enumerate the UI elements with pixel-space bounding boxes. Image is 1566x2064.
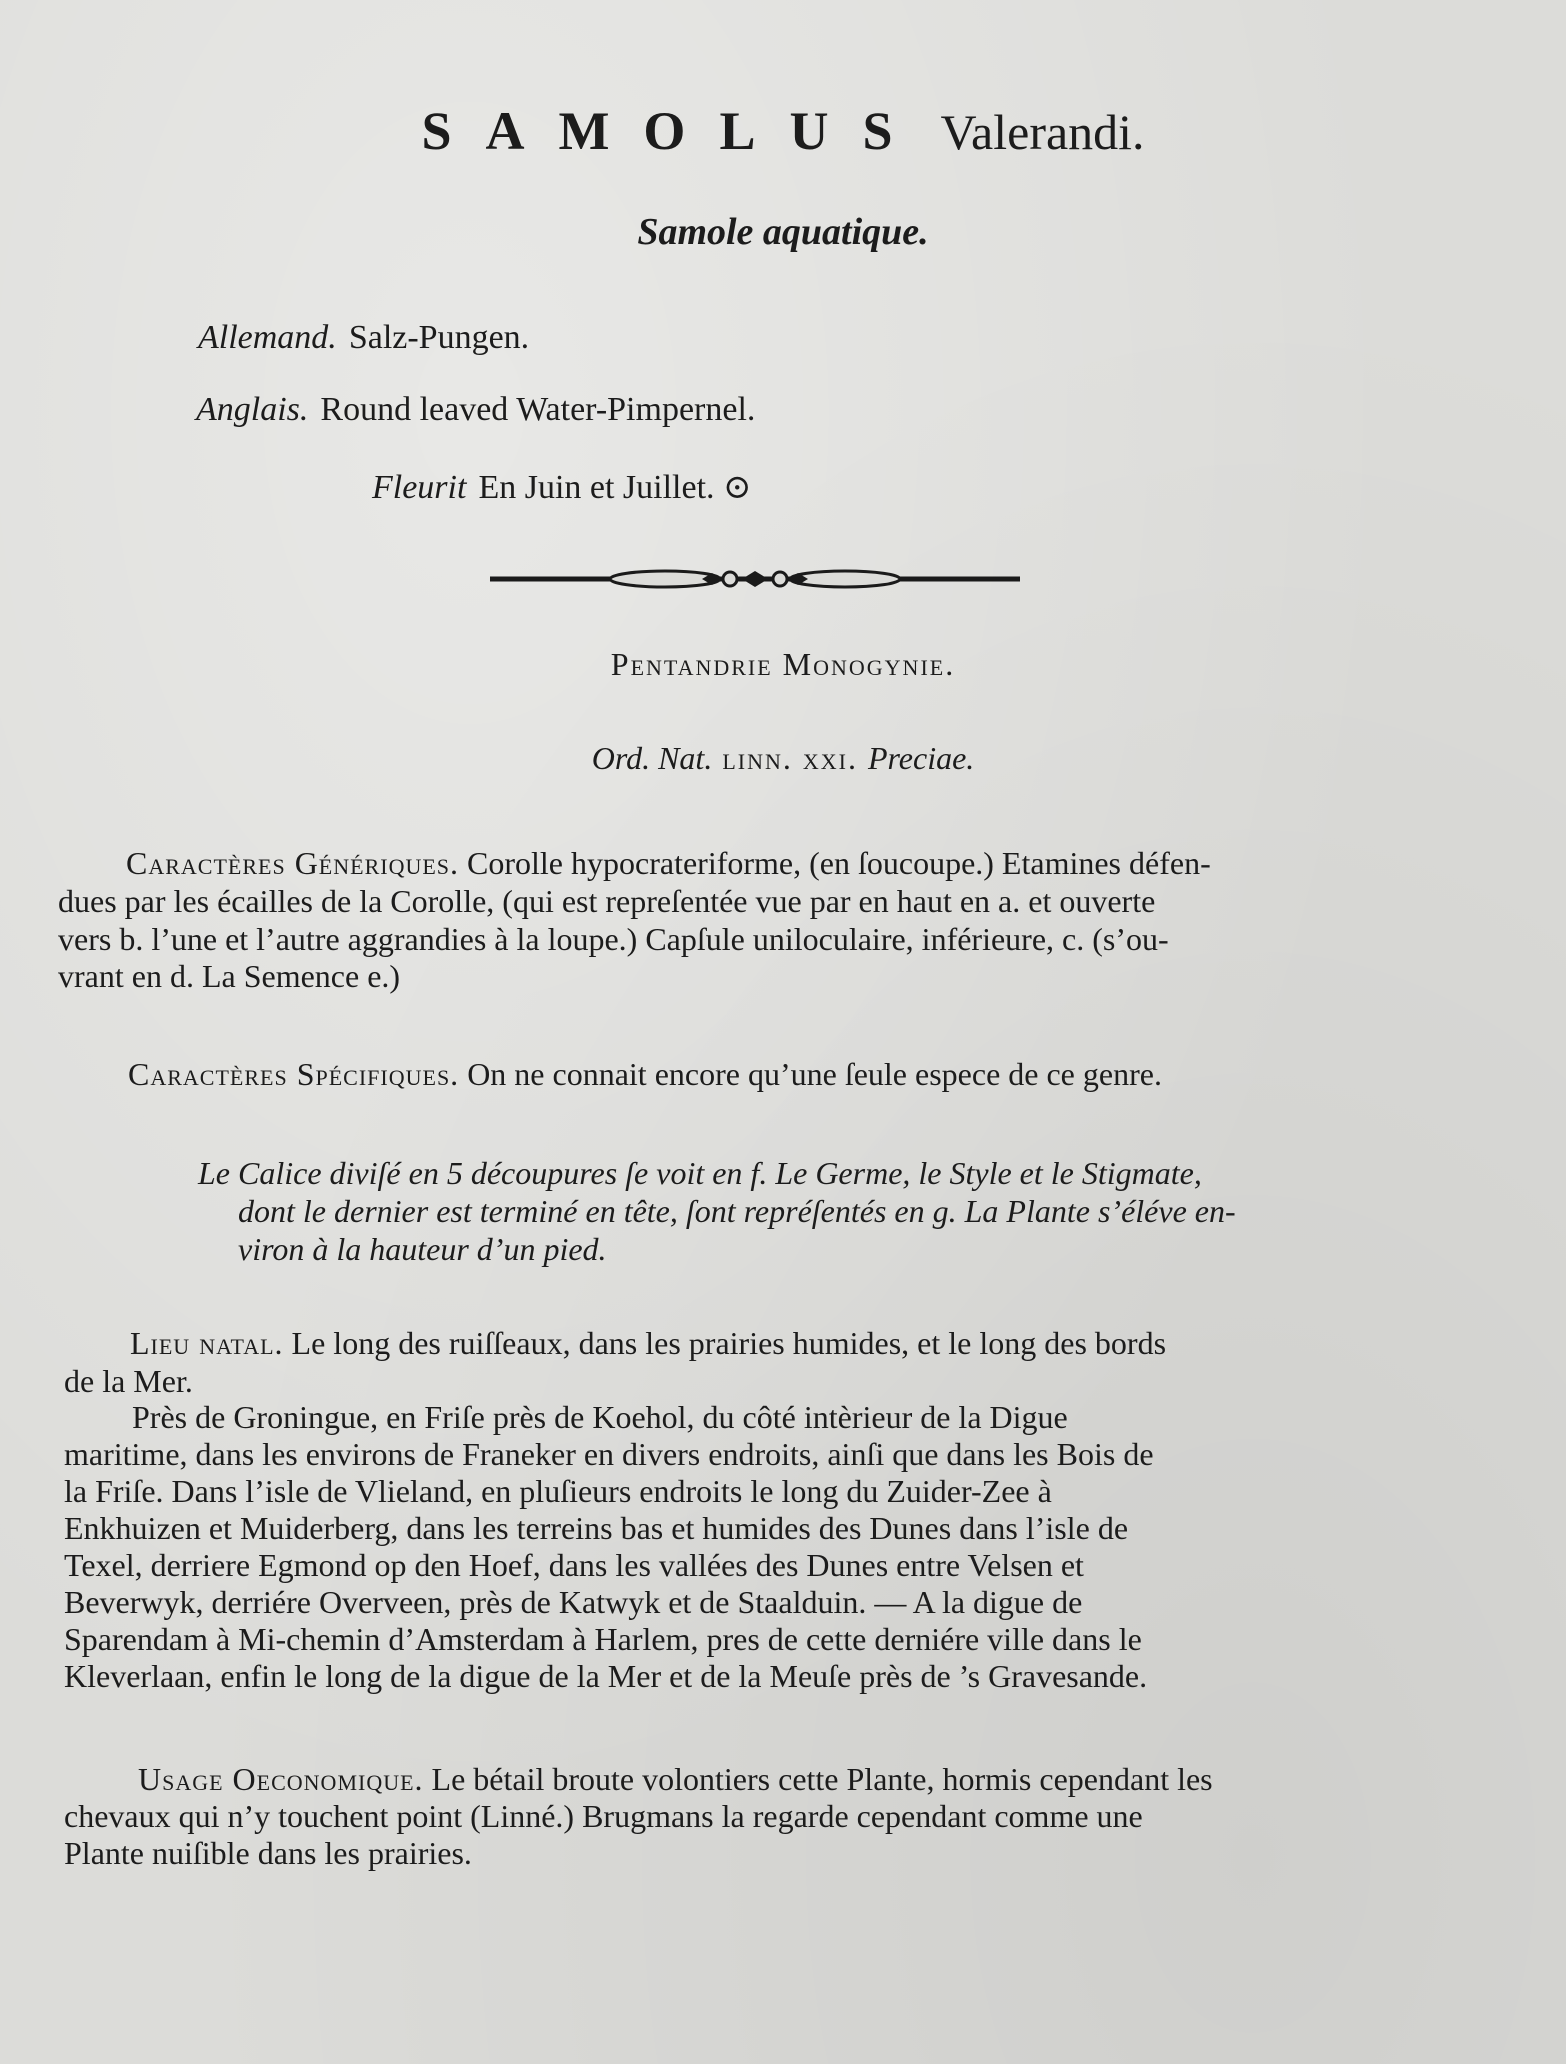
generic-heading: Caractères Génériques.	[126, 845, 460, 881]
name-text: En Juin et Juillet. ⊙	[478, 469, 752, 506]
flowering-period	[372, 466, 752, 510]
description-line-2: dont le dernier est terminé en tête, ſont repréſentés en g. La Plante s’éléve en-	[238, 1193, 1236, 1229]
habitat-line-8: Beverwyk, derriére Overveen, près de Katwyk et de Staalduin. — A la digue de	[64, 1584, 1083, 1620]
name-lang: Allemand.	[198, 319, 337, 356]
usage-line-2: chevaux qui n’y touchent point (Linné.) Brugmans la regarde cependant comme une	[64, 1798, 1143, 1834]
genus-name: SAMOLUS	[421, 101, 927, 161]
linnaean-class: Pentandrie Monogynie.	[610, 646, 956, 682]
generic-line-3: vers b. l’une et l’autre aggrandies à la loupe.) Capſule uniloculaire, inférieure, c. (s’ou-	[58, 921, 1169, 957]
usage-heading: Usage Oeconomique.	[138, 1761, 424, 1797]
name-anglais	[196, 388, 755, 432]
habitat-heading: Lieu natal.	[130, 1325, 284, 1361]
natural-order	[0, 740, 1566, 777]
usage-line-3: Plante nuiſible dans les prairies.	[64, 1835, 472, 1871]
habitat-line-4: maritime, dans les environs de Franeker en divers endroits, ainſi que dans les Bois de	[64, 1436, 1154, 1472]
page-title	[0, 96, 1566, 167]
order-prefix: Ord. Nat.	[591, 740, 713, 776]
generic-line-4: vrant en d. La Semence e.)	[58, 958, 401, 994]
habitat-line-2: de la Mer.	[64, 1363, 193, 1399]
description-line-1: Le Calice diviſé en 5 découpures ſe voit en f. Le Germe, le Style et le Stigmate,	[198, 1155, 1202, 1191]
name-text: Round leaved Water-Pimpernel.	[320, 391, 756, 428]
order-suffix: Preciae.	[867, 740, 975, 776]
name-lang: Fleurit	[372, 469, 467, 506]
common-name: Samole aquatique.	[637, 211, 929, 253]
habitat-line-1: Lieu natal. Le long des ruiſſeaux, dans les prairies humides, et le long des bords	[130, 1325, 1167, 1361]
order-linn: linn. xxi.	[722, 740, 858, 776]
habitat-line-10: Kleverlaan, enfin le long de la digue de la Mer et de la Meuſe près de ’s Gravesande.	[64, 1658, 1148, 1694]
name-lang: Anglais.	[196, 391, 309, 428]
ornament-divider	[490, 566, 1020, 592]
habitat-line-9: Sparendam à Mi-chemin d’Amsterdam à Harlem, pres de cette derniére ville dans le	[64, 1621, 1142, 1657]
habitat-line-3: Près de Groningue, en Friſe près de Koehol, du côté intèrieur de la Digue	[132, 1399, 1068, 1435]
species-name: Valerandi.	[940, 104, 1145, 160]
habitat-line-6: Enkhuizen et Muiderberg, dans les terreins bas et humides des Dunes dans l’isle de	[64, 1510, 1129, 1546]
habitat-line-5: la Friſe. Dans l’isle de Vlieland, en pluſieurs endroits le long du Zuider-Zee à	[64, 1473, 1052, 1509]
specific-heading: Caractères Spécifiques.	[128, 1056, 460, 1092]
specific-line-1: Caractères Spécifiques. On ne connait encore qu’une ſeule espece de ce genre.	[128, 1056, 1162, 1092]
usage-line-1: Usage Oeconomique. Le bétail broute volontiers cette Plante, hormis cependant les	[138, 1761, 1213, 1797]
generic-line-2: dues par les écailles de la Corolle, (qui est repreſentée vue par en haut en a. et ouverte	[58, 883, 1156, 919]
habitat-line-7: Texel, derriere Egmond op den Hoef, dans les vallées des Dunes entre Velsen et	[64, 1547, 1084, 1583]
description-line-3: viron à la hauteur d’un pied.	[238, 1231, 607, 1267]
generic-line-1: Caractères Génériques. Corolle hypocrateriforme, (en ſoucoupe.) Etamines défen-	[126, 845, 1211, 881]
name-text: Salz-Pungen.	[348, 319, 530, 356]
name-allemand	[198, 316, 529, 360]
